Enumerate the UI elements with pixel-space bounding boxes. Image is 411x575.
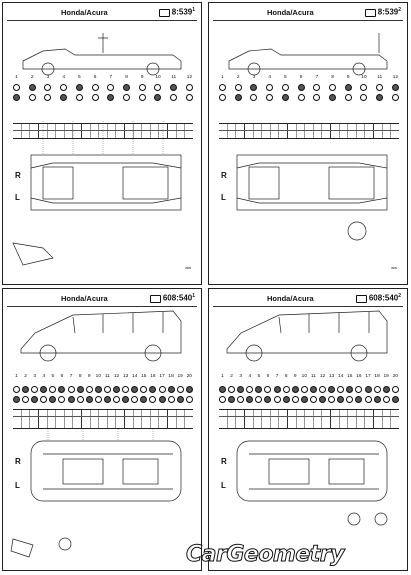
point-symbol-icon [228,396,235,403]
right-side-marker: R [15,171,21,180]
point-number: 1 [15,75,18,80]
point-symbol-icon [140,396,147,403]
point-symbol-icon [31,396,38,403]
point-symbol-icon [149,386,156,393]
page-code-number: 8:539 [377,7,399,17]
point-symbol-icon [365,386,372,393]
point-symbol-icon [170,94,177,101]
point-symbol-icon [170,84,177,91]
point-number: 13 [122,374,129,379]
point-number: 12 [113,374,120,379]
point-symbol-icon [374,396,381,403]
point-symbol-icon [345,84,352,91]
point-symbol-icon [177,386,184,393]
point-symbol-row [219,386,399,393]
point-number: 6 [266,374,270,379]
point-number: 11 [171,75,177,80]
point-symbol-icon [310,386,317,393]
point-symbol-icon [282,94,289,101]
point-symbol-icon [301,386,308,393]
point-symbol-icon [139,94,146,101]
point-symbol-icon [13,386,20,393]
point-number: 13 [328,374,335,379]
point-number: 12 [319,374,326,379]
point-symbol-icon [235,94,242,101]
point-number: 3 [46,75,50,80]
point-symbol-icon [283,396,290,403]
point-symbol-icon [250,94,257,101]
right-side-marker: R [221,457,227,466]
point-symbol-icon [328,396,335,403]
watermark-logo: CarGeometry [186,542,344,567]
point-number: 19 [177,374,183,379]
point-number: 14 [338,374,344,379]
point-number: 2 [230,374,233,379]
point-number: 1 [15,374,18,379]
point-number: 10 [301,374,308,379]
point-number: 19 [383,374,389,379]
left-side-marker: L [221,481,226,490]
point-symbol-icon [282,84,289,91]
left-side-marker: L [15,193,20,202]
point-number: 20 [392,374,398,379]
point-symbol-row [13,94,193,101]
point-number: 8 [331,75,334,80]
point-number: 9 [293,374,297,379]
point-number: 8 [78,374,82,379]
point-number: 4 [248,374,252,379]
vehicle-drawing [3,289,202,571]
point-symbol-icon [219,94,226,101]
point-number: 18 [374,374,380,379]
page-code-sup: 2 [398,7,401,13]
dimension-table [13,409,193,429]
point-number: 4 [268,75,271,80]
point-number: 3 [33,374,37,379]
point-symbol-icon [40,396,47,403]
point-symbol-icon [298,84,305,91]
point-number: 5 [257,374,261,379]
point-symbol-icon [92,84,99,91]
point-number: 17 [159,374,165,379]
dimension-table [219,123,399,139]
point-symbol-icon [113,396,120,403]
point-symbol-icon [392,396,399,403]
point-number: 7 [69,374,73,379]
point-symbol-row [13,84,193,91]
point-symbol-icon [266,84,273,91]
point-symbol-icon [274,386,281,393]
point-symbol-icon [107,94,114,101]
point-symbol-icon [86,396,93,403]
point-symbol-icon [159,396,166,403]
point-symbol-icon [44,94,51,101]
point-number: 4 [42,374,46,379]
page-code-sup: 1 [192,293,195,299]
left-side-marker: L [15,481,20,490]
point-symbol-icon [235,84,242,91]
point-symbol-icon [77,396,84,403]
point-number-row [13,75,193,80]
point-symbol-icon [22,396,29,403]
page-code-number: 608:540 [368,293,399,303]
point-symbol-icon [29,84,36,91]
point-symbol-icon [319,386,326,393]
point-symbol-icon [246,386,253,393]
point-symbol-row [13,396,193,403]
brand-title: Honda/Acura [267,294,314,303]
point-symbol-icon [22,386,29,393]
diagram-panel-4 [208,288,408,571]
point-symbol-icon [246,396,253,403]
vehicle-drawing [209,289,408,571]
point-number: 15 [347,374,353,379]
point-number: 11 [377,75,383,80]
point-symbol-icon [292,386,299,393]
point-symbol-icon [319,396,326,403]
point-symbol-icon [76,84,83,91]
point-symbol-icon [392,84,399,91]
point-symbol-icon [149,396,156,403]
point-number: 11 [104,374,110,379]
right-side-marker: R [15,457,21,466]
point-symbol-icon [44,84,51,91]
point-number: 16 [356,374,362,379]
point-number: 7 [275,374,279,379]
point-number: 6 [60,374,64,379]
point-symbol-icon [58,386,65,393]
point-symbol-icon [186,396,193,403]
point-symbol-icon [219,84,226,91]
point-symbol-icon [313,94,320,101]
brand-title: Honda/Acura [61,8,108,17]
point-number: 12 [392,75,399,80]
point-symbol-icon [250,84,257,91]
point-number: 15 [141,374,147,379]
point-symbol-icon [310,396,317,403]
point-number: 5 [51,374,55,379]
point-symbol-icon [139,84,146,91]
point-symbol-icon [264,386,271,393]
point-number: 11 [310,374,316,379]
point-symbol-icon [283,386,290,393]
brand-title: Honda/Acura [267,8,314,17]
diagram-panel-3 [2,288,202,571]
point-symbol-icon [60,84,67,91]
point-number: 8 [284,374,288,379]
point-symbol-icon [255,386,262,393]
point-number: 18 [168,374,174,379]
dimension-table [219,409,399,429]
point-symbol-icon [313,84,320,91]
point-symbol-icon [255,396,262,403]
point-symbol-icon [345,94,352,101]
point-symbol-icon [95,396,102,403]
point-symbol-icon [13,84,20,91]
point-number: 5 [78,75,81,80]
page-code-sup: 1 [192,7,195,13]
point-symbol-row [219,84,399,91]
point-number: 1 [221,75,224,80]
point-number: 4 [62,75,65,80]
point-symbol-icon [31,386,38,393]
point-symbol-icon [77,386,84,393]
point-number: 10 [361,75,367,80]
point-symbol-row [13,386,193,393]
point-symbol-icon [392,386,399,393]
brand-title: Honda/Acura [61,294,108,303]
point-symbol-icon [113,386,120,393]
point-symbol-icon [219,396,226,403]
point-symbol-icon [154,94,161,101]
point-symbol-icon [337,396,344,403]
point-number: 6 [93,75,97,80]
point-symbol-icon [58,396,65,403]
point-symbol-icon [376,94,383,101]
point-symbol-icon [104,386,111,393]
point-symbol-icon [40,386,47,393]
point-symbol-icon [360,84,367,91]
point-symbol-icon [219,386,226,393]
point-symbol-icon [60,94,67,101]
point-symbol-icon [29,94,36,101]
page-code-sup: 2 [398,293,401,299]
point-number: 2 [236,75,240,80]
point-symbol-icon [122,386,129,393]
point-symbol-icon [159,386,166,393]
point-symbol-icon [107,84,114,91]
point-symbol-icon [383,386,390,393]
point-symbol-icon [95,386,102,393]
point-number: 7 [109,75,113,80]
point-symbol-icon [298,94,305,101]
point-symbol-icon [374,386,381,393]
point-symbol-icon [237,386,244,393]
point-symbol-icon [301,396,308,403]
point-symbol-icon [355,396,362,403]
page-code-number: 8:539 [171,7,193,17]
point-symbol-icon [131,396,138,403]
point-symbol-icon [168,386,175,393]
point-number: 9 [87,374,91,379]
point-symbol-icon [13,94,20,101]
point-symbol-icon [266,94,273,101]
point-symbol-icon [131,386,138,393]
point-number: 2 [24,374,27,379]
point-number: 8 [125,75,128,80]
point-symbol-row [219,94,399,101]
point-number: 3 [252,75,256,80]
point-symbol-icon [346,396,353,403]
right-side-marker: R [221,171,227,180]
point-symbol-icon [86,386,93,393]
point-number-row [219,75,399,80]
point-symbol-icon [68,386,75,393]
point-symbol-icon [186,386,193,393]
point-symbol-icon [92,94,99,101]
point-symbol-icon [392,94,399,101]
point-symbol-icon [49,386,56,393]
point-symbol-icon [264,396,271,403]
point-symbol-icon [376,84,383,91]
point-symbol-icon [49,396,56,403]
point-number: 1 [221,374,224,379]
diagram-panel-2 [208,2,408,285]
point-symbol-icon [154,84,161,91]
point-number: 17 [365,374,371,379]
point-symbol-icon [228,386,235,393]
point-symbol-icon [355,386,362,393]
point-symbol-icon [292,396,299,403]
point-symbol-icon [237,396,244,403]
point-symbol-icon [329,84,336,91]
point-number: 9 [346,75,350,80]
point-number-row [219,374,399,379]
point-symbol-icon [186,84,193,91]
point-number: 10 [155,75,161,80]
point-number-row [13,374,193,379]
point-symbol-icon [123,94,130,101]
point-number: 14 [132,374,138,379]
point-number: 3 [239,374,243,379]
point-symbol-icon [168,396,175,403]
point-symbol-icon [383,396,390,403]
point-symbol-icon [123,84,130,91]
point-number: 5 [284,75,287,80]
point-number: 10 [95,374,102,379]
point-symbol-icon [346,386,353,393]
point-number: 9 [140,75,144,80]
point-symbol-icon [13,396,20,403]
point-number: 16 [150,374,156,379]
footnote-mark: ww [185,265,191,270]
point-symbol-icon [329,94,336,101]
point-symbol-icon [104,396,111,403]
footnote-mark: ww [391,265,397,270]
point-symbol-row [219,396,399,403]
point-symbol-icon [328,386,335,393]
point-symbol-icon [360,94,367,101]
point-symbol-icon [177,396,184,403]
point-number: 7 [315,75,319,80]
point-symbol-icon [122,396,129,403]
point-symbol-icon [337,386,344,393]
diagram-panel-1 [2,2,202,285]
point-symbol-icon [186,94,193,101]
point-number: 20 [186,374,192,379]
left-side-marker: L [221,193,226,202]
underbody-drawing [209,3,408,285]
point-symbol-icon [365,396,372,403]
point-symbol-icon [76,94,83,101]
point-number: 12 [186,75,193,80]
point-symbol-icon [274,396,281,403]
point-number: 6 [299,75,303,80]
underbody-drawing [3,3,202,285]
point-symbol-icon [140,386,147,393]
dimension-table [13,123,193,139]
page-code-number: 608:540 [162,293,193,303]
point-number: 2 [30,75,34,80]
point-symbol-icon [68,396,75,403]
